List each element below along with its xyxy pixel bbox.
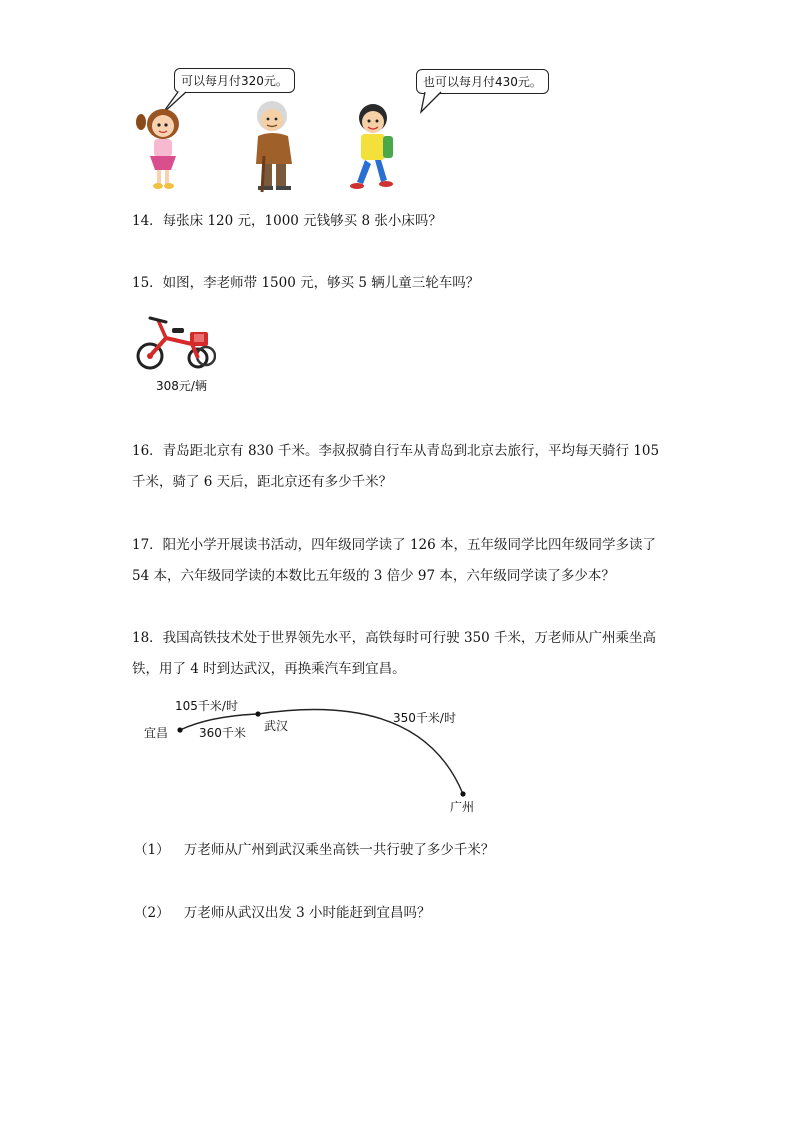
tricycle-illustration: [136, 314, 216, 372]
sub-question-2-number: （2）: [134, 905, 170, 921]
distance-label: 360千米: [199, 726, 246, 740]
tricycle-price-label: 308元/辆: [156, 379, 207, 393]
question-17-line-1: 17．阳光小学开展读书活动，四年级同学读了 126 本，五年级同学比四年级同学多读了: [132, 537, 657, 553]
wuhan-label: 武汉: [264, 719, 289, 733]
sub-question-2-text: 万老师从武汉出发 3 小时能赶到宜昌吗？: [183, 905, 431, 921]
train-speed-label: 350千米/时: [393, 711, 456, 725]
sub-question-1-number: （1）: [134, 842, 170, 858]
girl-illustration: [133, 106, 189, 194]
guangzhou-point: [460, 791, 465, 796]
car-speed-label: 105千米/时: [175, 699, 238, 713]
question-18-line-2: 铁，用了 4 时到达武汉，再换乘汽车到宜昌。: [132, 661, 406, 677]
question-16-line-1: 16．青岛距北京有 830 千米。李叔叔骑自行车从青岛到北京去旅行，平均每天骑行 105: [132, 443, 660, 459]
speech-bubble-tail-right: [415, 90, 455, 120]
grandpa-illustration: [248, 98, 304, 196]
question-17-line-2: 54 本，六年级同学读的本数比五年级的 3 倍少 97 本，六年级同学读了多少本？: [132, 568, 615, 584]
speech-bubble-boy: 也可以每月付430元。: [416, 69, 549, 94]
question-14: 14．每张床 120 元，1000 元钱够买 8 张小床吗？: [132, 213, 442, 229]
question-15: 15．如图，李老师带 1500 元，够买 5 辆儿童三轮车吗？: [132, 275, 480, 291]
sub-question-1-text: 万老师从广州到武汉乘坐高铁一共行驶了多少千米？: [183, 842, 495, 858]
wuhan-point: [255, 711, 260, 716]
question-16-line-2: 千米，骑了 6 天后，距北京还有多少千米？: [132, 474, 393, 490]
yichang-label: 宜昌: [144, 726, 169, 740]
boy-illustration: [345, 100, 401, 196]
guangzhou-label: 广州: [450, 800, 475, 814]
yichang-point: [177, 727, 182, 732]
question-18-line-1: 18．我国高铁技术处于世界领先水平，高铁每时可行驶 350 千米，万老师从广州乘坐高: [132, 630, 657, 646]
sub-question-2: [134, 901, 431, 921]
sub-question-1: [134, 838, 494, 858]
speech-bubble-girl: 可以每月付320元。: [174, 68, 295, 93]
